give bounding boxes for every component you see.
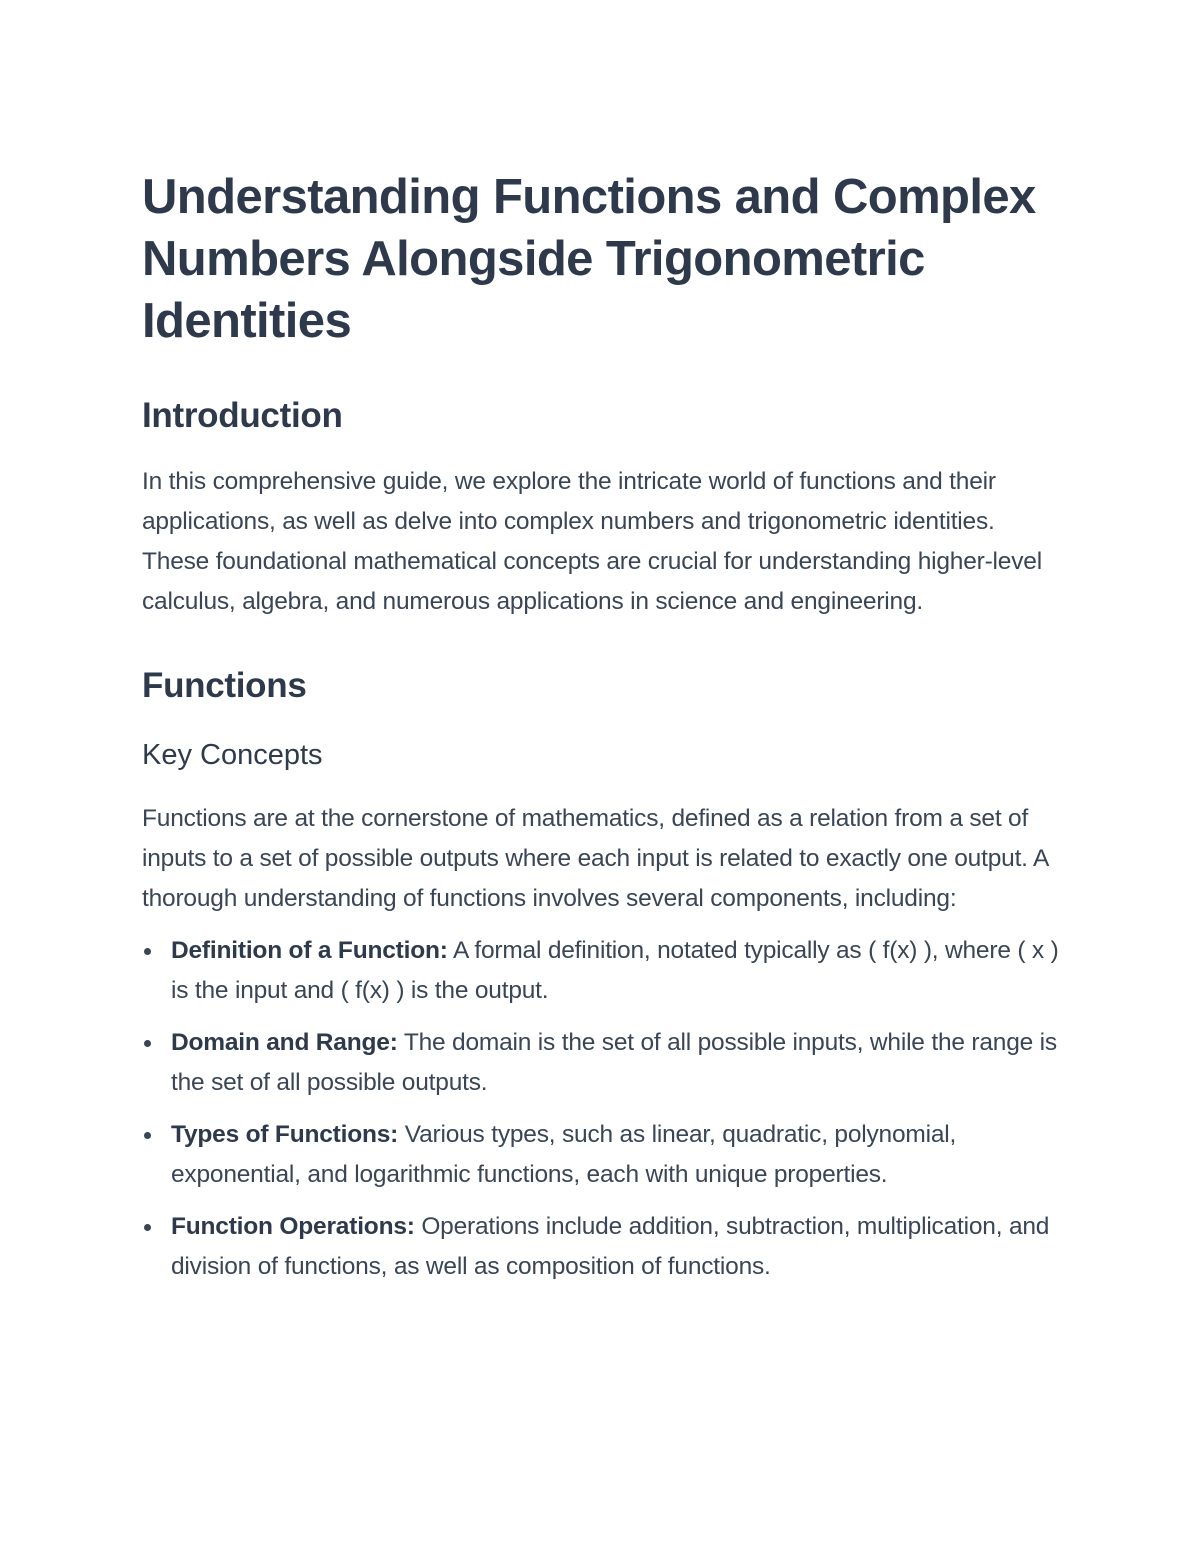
list-item [142, 1207, 1062, 1287]
list-item-term: Definition of a Function: [171, 937, 448, 964]
list-item-text: The domain is the set of all possible inputs, while the range is the set of all possible outputs. [171, 1029, 1057, 1096]
functions-bullet-list [142, 931, 1062, 1287]
functions-paragraph: Functions are at the cornerstone of mathematics, defined as a relation from a set of inputs to a set of possible outputs where each input is related to exactly one output. A thorough understanding of functions involves several components, including: [142, 805, 1048, 912]
key-concepts-heading: Key Concepts [142, 739, 323, 771]
bullet-dot-icon [144, 1224, 151, 1231]
list-item-term: Function Operations: [171, 1213, 415, 1240]
list-item-term: Types of Functions: [171, 1121, 399, 1148]
list-item [142, 1115, 1062, 1195]
list-item-text: Various types, such as linear, quadratic, polynomial, exponential, and logarithmic functions, each with unique properties. [171, 1121, 957, 1188]
bullet-dot-icon [144, 948, 151, 955]
list-item-term: Domain and Range: [171, 1029, 398, 1056]
list-item-text: A formal definition, notated typically as ( f(x) ), where ( x ) is the input and ( f(x) ) is the output. [171, 937, 1059, 1004]
introduction-heading: Introduction [142, 396, 343, 435]
document-title: Understanding Functions and Complex Numbers Alongside Trigonometric Identities [142, 170, 1036, 348]
introduction-paragraph: In this comprehensive guide, we explore the intricate world of functions and their applications, as well as delve into complex numbers and trigonometric identities. These foundational mathematical concepts are crucial for understanding higher-level calculus, algebra, and numerous applications in science and engineering. [142, 468, 1042, 615]
bullet-dot-icon [144, 1132, 151, 1139]
document-page [142, 166, 1062, 1299]
list-item [142, 1023, 1062, 1103]
list-item-text: Operations include addition, subtraction, multiplication, and division of functions, as well as composition of functions. [171, 1213, 1050, 1280]
list-item [142, 931, 1062, 1011]
bullet-dot-icon [144, 1040, 151, 1047]
functions-heading: Functions [142, 666, 307, 705]
